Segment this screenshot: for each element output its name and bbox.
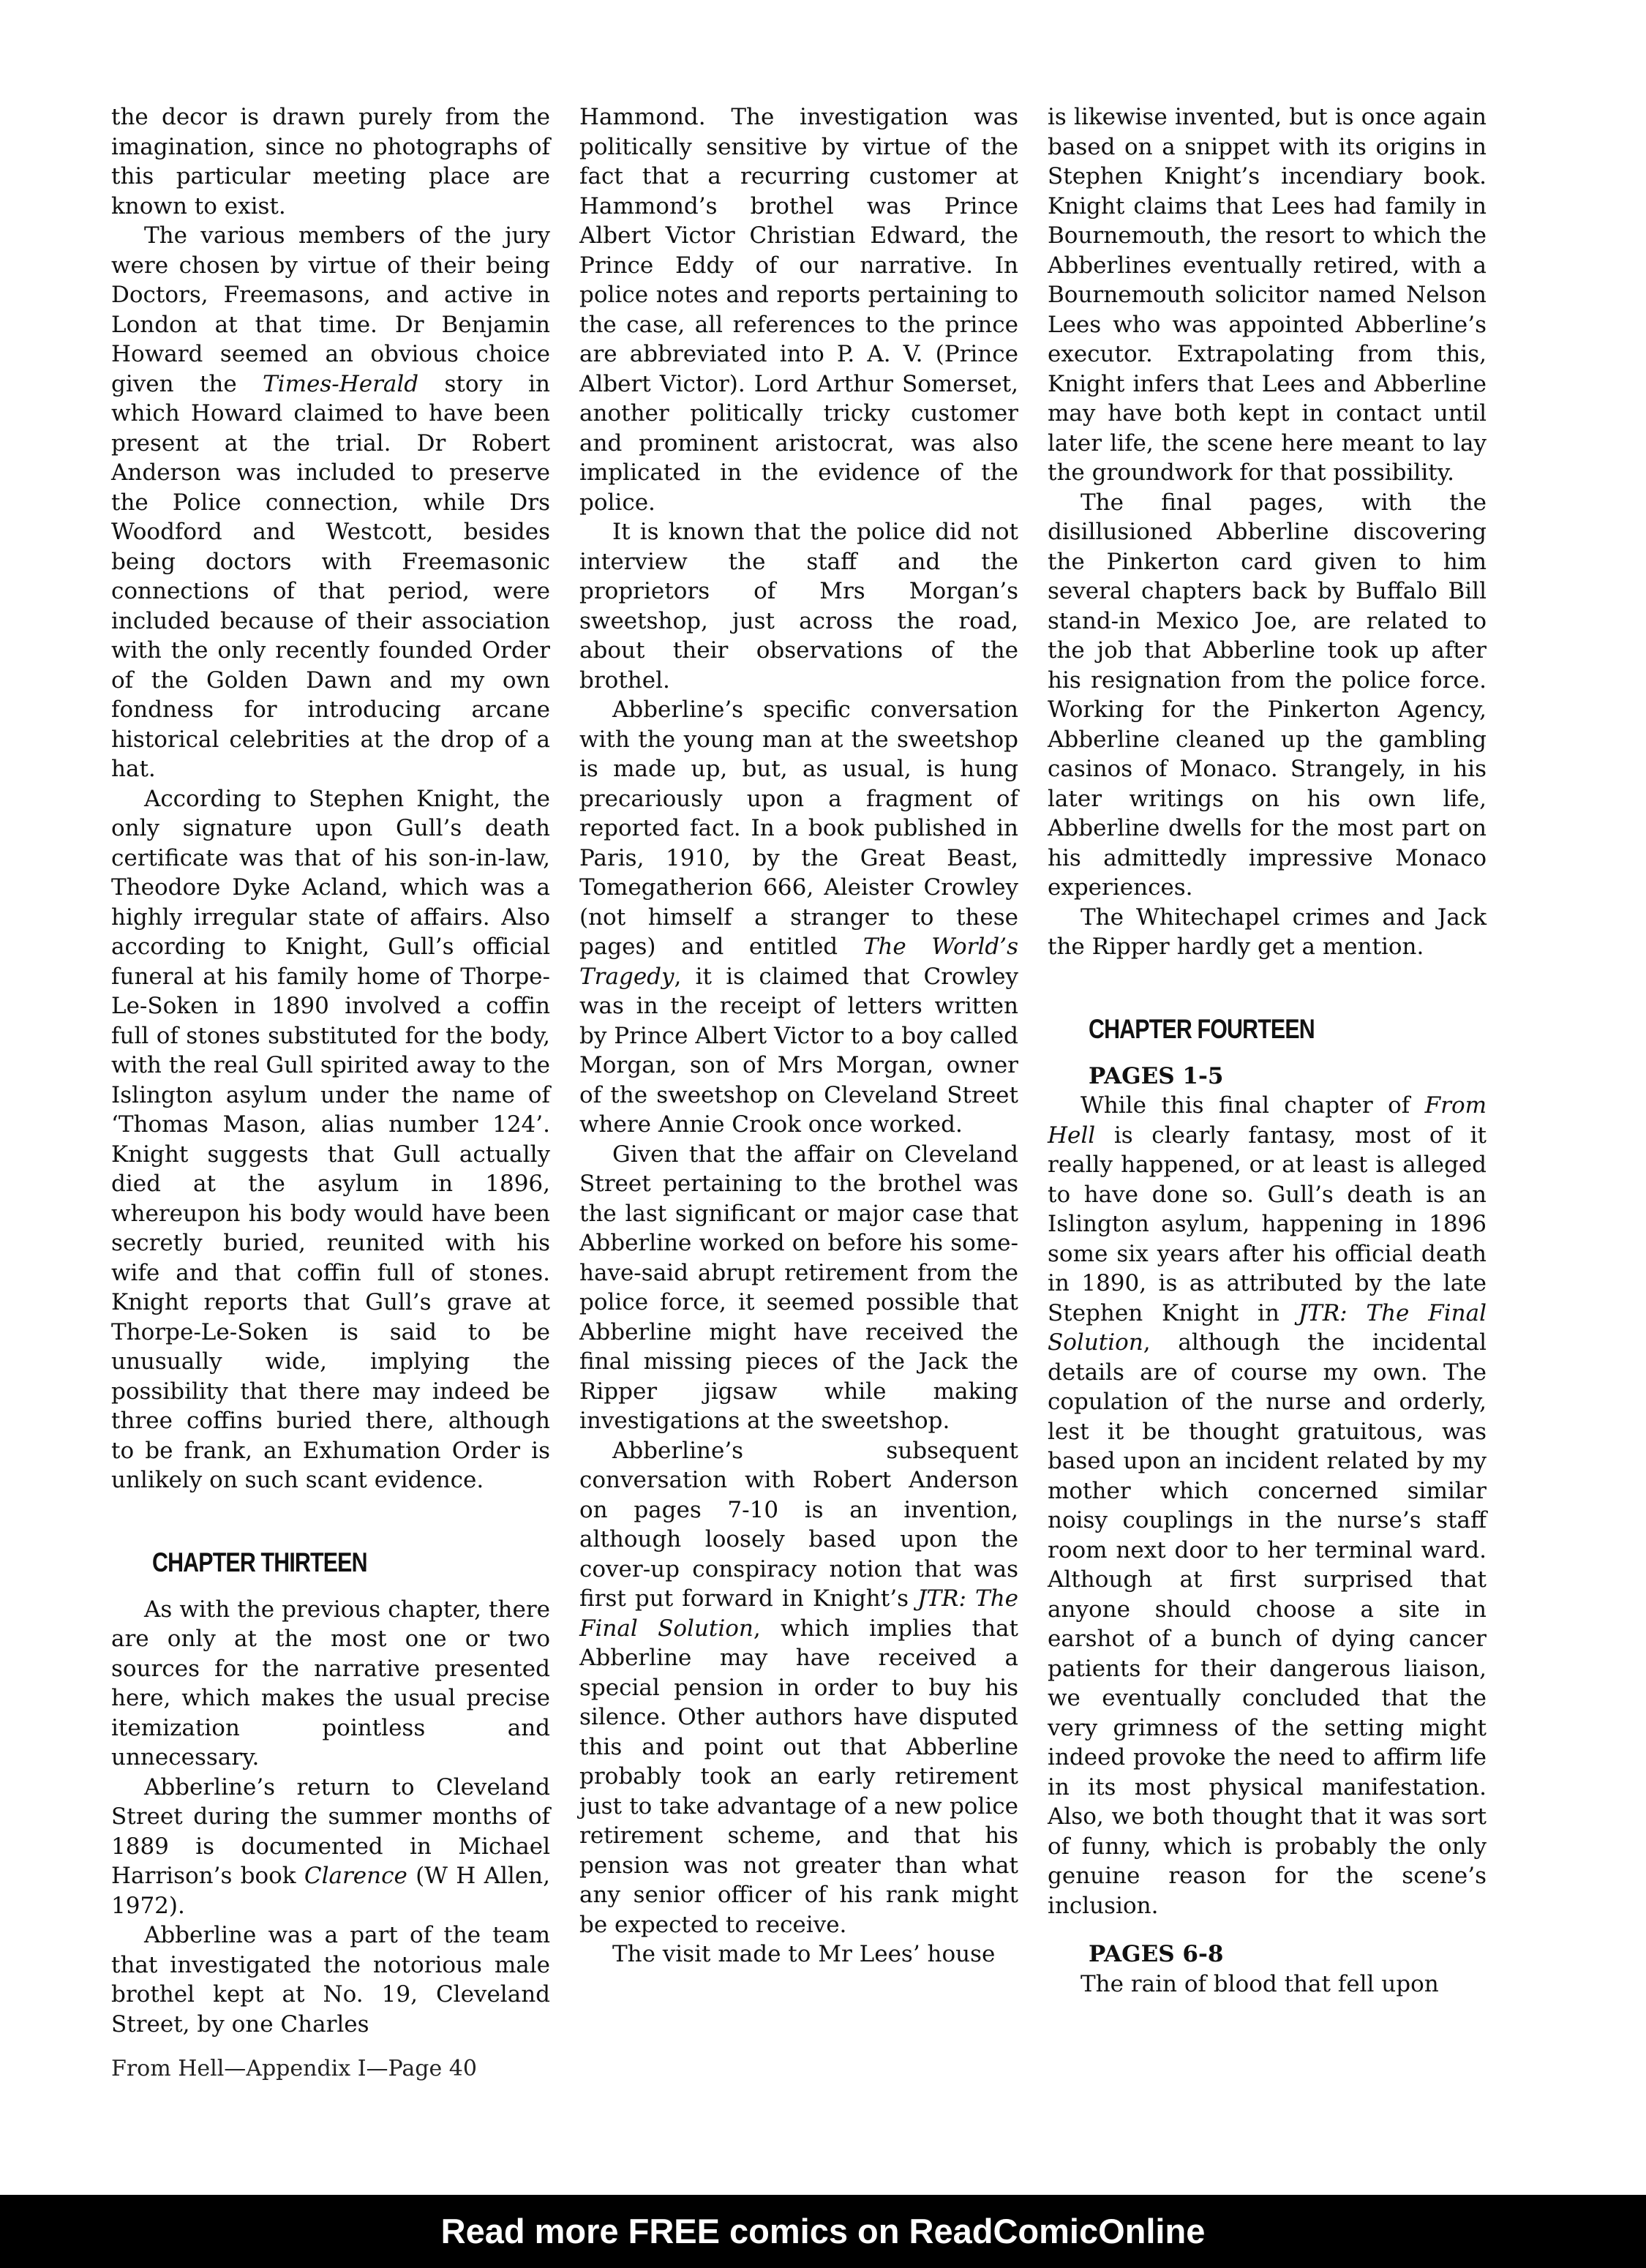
paragraph: As with the previous chapter, there are only at the most one or two sources for the narrative presented here, which makes the usual precise itemization pointless and unnecessary.	[111, 1596, 550, 1771]
section-heading-pages-6-8: PAGES 6-8	[1089, 1941, 1224, 1967]
promo-banner[interactable]: Read more FREE comics on ReadComicOnline	[0, 2195, 1646, 2268]
paragraph: Abberline was a part of the team that investigated the notorious male brothel kept at No. 19, Cleveland Street, by one Charles	[111, 1922, 550, 2038]
paragraph: the decor is drawn purely from the imagination, since no photographs of this particular meeting place are known to exist.	[111, 104, 550, 219]
text-column-3	[1048, 102, 1487, 1999]
paragraph: While this final chapter of From Hell is clearly fantasy, most of it really happened, or at least is alleged to have done so. Gull’s death is an Islington asylum, happening in 1896 some six years after his official death in 1890, is as attributed by the late Stephen Knight in JTR: The Final Solution, although the incidental details are of course my own. The copulation of the nurse and orderly, lest it be thought gratuitous, was based upon an incident related by my mother which concerned similar noisy couplings in the nurse’s staff room next door to her terminal ward. Although at first surprised that anyone should choose a site in earshot of a bunch of dying cancer patients for their dangerous liaison, we eventually concluded that the very grimness of the setting might indeed provoke the need to affirm life in its most physical manifestation. Also, we both thought that it was sort of funny, which is probably the only genuine reason for the scene’s inclusion.	[1048, 1092, 1487, 1919]
paragraph: Hammond. The investigation was politically sensitive by virtue of the fact that a recurring customer at Hammond’s brothel was Prince Albert Victor Christian Edward, the Prince Eddy of our narrative. In police notes and reports pertaining to the case, all references to the prince are abbreviated into P. A. V. (Prince Albert Victor). Lord Arthur Somerset, another politically tricky customer and prominent aristocrat, was also implicated in the evidence of the police.	[579, 104, 1018, 516]
paragraph: The visit made to Mr Lees’ house	[612, 1941, 996, 1967]
chapter-heading-thirteen: CHAPTER THIRTEEN	[152, 1547, 367, 1577]
paragraph: The Whitechapel crimes and Jack the Ripper hardly get a mention.	[1048, 904, 1487, 960]
paragraph: It is known that the police did not interview the staff and the proprietors of Mrs Morgan’s sweetshop, just across the road, about their observations of the brothel.	[579, 519, 1018, 694]
paragraph: The final pages, with the disillusioned Abberline discovering the Pinkerton card given to him several chapters back by Buffalo Bill stand-in Mexico Joe, are related to the job that Abberline took up after his resignation from the police force. Working for the Pinkerton Agency, Abberline cleaned up the gambling casinos of Monaco. Strangely, in his later writings on his own life, Abberline dwells for the most part on his admittedly impressive Monaco experiences.	[1048, 489, 1487, 901]
paragraph: According to Stephen Knight, the only signature upon Gull’s death certificate was that of his son-in-law, Theodore Dyke Acland, which was a highly irregular state of affairs. Also according to Knight, Gull’s official funeral at his family home of Thorpe-Le-Soken in 1890 involved a coffin full of stones substituted for the body, with the real Gull spirited away to the Islington asylum under the name of ‘Thomas Mason, alias number 124’. Knight suggests that Gull actually died at the asylum in 1896, whereupon his body would have been secretly buried, reunited with his wife and that coffin full of stones. Knight reports that Gull’s grave at Thorpe-Le-Soken is said to be unusually wide, implying the possibility that there may indeed be three coffins buried there, although to be frank, an Exhumation Order is unlikely on such scant evidence.	[111, 785, 550, 1493]
text-column-2	[579, 102, 1018, 1970]
section-heading-pages-1-5: PAGES 1-5	[1089, 1062, 1224, 1089]
paragraph: Abberline’s subsequent conversation with Robert Anderson on pages 7-10 is an invention, although loosely based upon the cover-up conspiracy notion that was first put forward in Knight’s JTR: The Final Solution, which implies that Abberline may have received a special pension in order to buy his silence. Other authors have disputed this and point out that Abberline probably took an early retirement just to take advantage of a new police retirement scheme, and that his pension was not greater than what any senior officer of his rank might be expected to receive.	[579, 1437, 1019, 1938]
paragraph: Given that the affair on Cleveland Street pertaining to the brothel was the last significant or major case that Abberline worked on before his some-have-said abrupt retirement from the police force, it seemed possible that Abberline might have received the final missing pieces of the Jack the Ripper jigsaw while making investigations at the sweetshop.	[579, 1141, 1018, 1434]
paragraph: The various members of the jury were chosen by virtue of their being Doctors, Freemasons, and active in London at that time. Dr Benjamin Howard seemed an obvious choice given the Times-Herald story in which Howard claimed to have been present at the trial. Dr Robert Anderson was included to preserve the Police connection, while Drs Woodford and Westcott, besides being doctors with Freemasonic connections of that period, were included because of their association with the only recently founded Order of the Golden Dawn and my own fondness for introducing arcane historical celebrities at the drop of a hat.	[111, 222, 551, 782]
paragraph: The rain of blood that fell upon	[1080, 1970, 1439, 1997]
paragraph: Abberline’s specific conversation with the young man at the sweetshop is made up, but, as usual, is hung precariously upon a fragment of reported fact. In a book published in Paris, 1910, by the Great Beast, Tomegatherion 666, Aleister Crowley (not himself a stranger to these pages) and entitled The World’s Tragedy, it is claimed that Crowley was in the receipt of letters written by Prince Albert Victor to a boy called Morgan, son of Mrs Morgan, owner of the sweetshop on Cleveland Street where Annie Crook once worked.	[579, 696, 1018, 1138]
paragraph: Abberline’s return to Cleveland Street during the summer months of 1889 is documented in Michael Harrison’s book Clarence (W H Allen, 1972).	[111, 1773, 550, 1919]
text-column-1	[111, 102, 550, 2039]
chapter-heading-fourteen: CHAPTER FOURTEEN	[1089, 1013, 1315, 1044]
paragraph: is likewise invented, but is once again based on a snippet with its origins in Stephen Knight’s incendiary book. Knight claims that Lees had family in Bournemouth, the resort to which the Abberlines eventually retired, with a Bournemouth solicitor named Nelson Lees who was appointed Abberline’s executor. Extrapolating from this, Knight infers that Lees and Abberline may have both kept in contact until later life, the scene here meant to lay the groundwork for that possibility.	[1048, 104, 1487, 486]
page-footer: From Hell—Appendix I—Page 40	[111, 2056, 477, 2081]
